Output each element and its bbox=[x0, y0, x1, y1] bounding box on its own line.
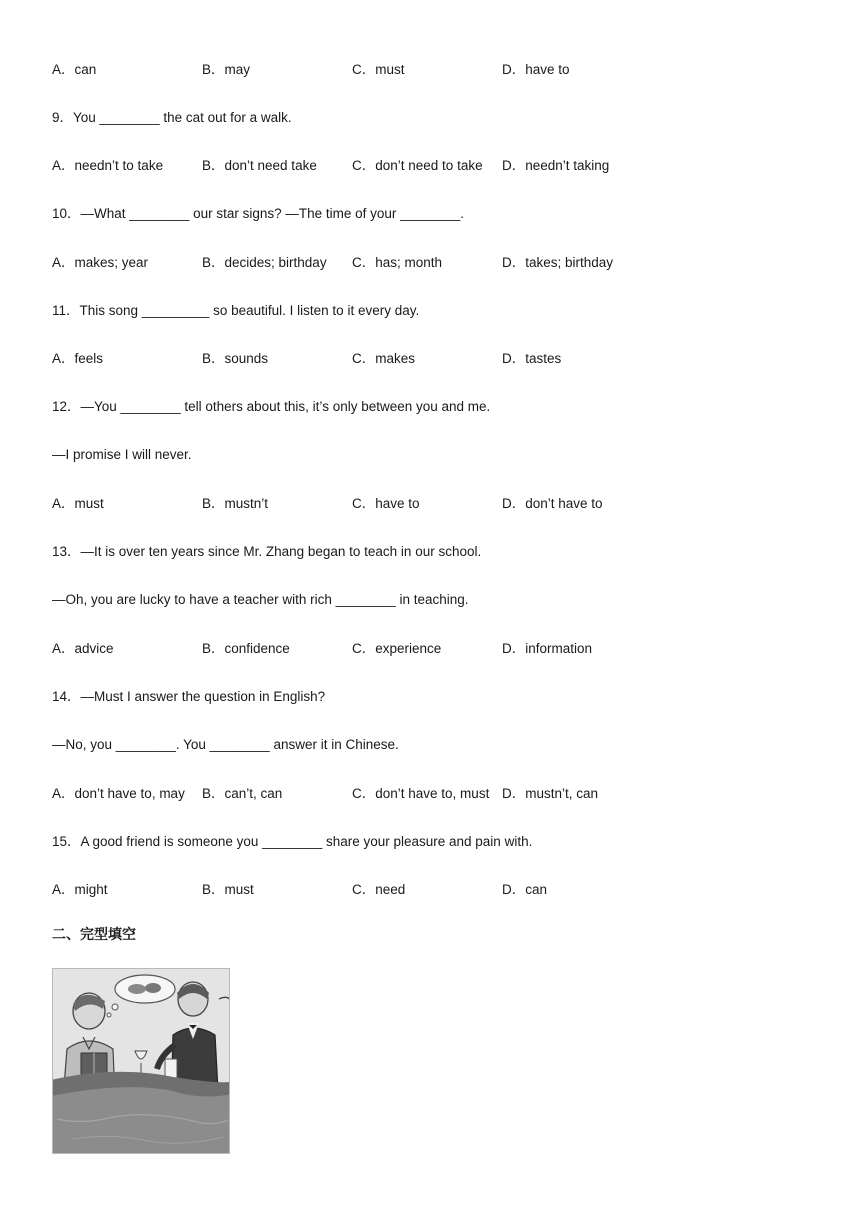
question-13: 13．—It is over ten years since Mr. Zhang began to teach in our school. bbox=[52, 544, 482, 559]
question-11: 11．This song _________ so beautiful. I listen to it every day. bbox=[52, 303, 420, 318]
option-b: B．sounds bbox=[202, 351, 269, 366]
option-b: B．may bbox=[202, 62, 251, 77]
option-d: D．takes; birthday bbox=[502, 255, 614, 270]
option-a: A．feels bbox=[52, 351, 104, 366]
option-a: A．don’t have to, may bbox=[52, 786, 185, 801]
question-14: 14．—Must I answer the question in English? bbox=[52, 689, 326, 704]
options-row-14 bbox=[52, 785, 812, 803]
options-row-10 bbox=[52, 254, 812, 272]
option-d: D．mustn’t, can bbox=[502, 786, 599, 801]
option-b: B．mustn’t bbox=[202, 496, 269, 511]
option-b: B．can’t, can bbox=[202, 786, 283, 801]
option-b: B．don’t need take bbox=[202, 158, 317, 173]
option-d: D．don’t have to bbox=[502, 496, 603, 511]
option-a: A．can bbox=[52, 62, 97, 77]
question-15: 15．A good friend is someone you ________ share your pleasure and pain with. bbox=[52, 834, 533, 849]
option-b: B．confidence bbox=[202, 641, 290, 656]
question-9: 9．You ________ the cat out for a walk. bbox=[52, 110, 292, 125]
restaurant-scene-drawing bbox=[53, 969, 230, 1154]
option-c: C．makes bbox=[352, 351, 416, 366]
option-a: A．must bbox=[52, 496, 104, 511]
question-12: 12．—You ________ tell others about this, it’s only between you and me. bbox=[52, 399, 491, 414]
option-a: A．advice bbox=[52, 641, 114, 656]
option-c: C．must bbox=[352, 62, 405, 77]
option-c: C．don’t need to take bbox=[352, 158, 483, 173]
options-row-12 bbox=[52, 495, 812, 513]
option-c: C．has; month bbox=[352, 255, 443, 270]
option-d: D．have to bbox=[502, 62, 570, 77]
option-a: A．might bbox=[52, 882, 108, 897]
options-row-15 bbox=[52, 881, 812, 899]
options-row-8 bbox=[52, 61, 812, 79]
options-row-13 bbox=[52, 640, 812, 658]
option-c: C．don’t have to, must bbox=[352, 786, 490, 801]
option-b: B．decides; birthday bbox=[202, 255, 327, 270]
option-d: D．tastes bbox=[502, 351, 562, 366]
option-c: C．have to bbox=[352, 496, 420, 511]
option-d: D．needn’t taking bbox=[502, 158, 610, 173]
options-row-11 bbox=[52, 350, 812, 368]
options-row-9 bbox=[52, 157, 812, 175]
option-c: C．experience bbox=[352, 641, 442, 656]
option-a: A．makes; year bbox=[52, 255, 149, 270]
option-d: D．can bbox=[502, 882, 548, 897]
option-d: D．information bbox=[502, 641, 593, 656]
question-10: 10．—What ________ our star signs? —The time of your ________. bbox=[52, 206, 464, 221]
restaurant-illustration bbox=[52, 968, 230, 1154]
reply-13: —Oh, you are lucky to have a teacher with rich ________ in teaching. bbox=[52, 592, 469, 607]
reply-12: —I promise I will never. bbox=[52, 447, 192, 462]
option-c: C．need bbox=[352, 882, 406, 897]
option-a: A．needn’t to take bbox=[52, 158, 164, 173]
section-title: 二、完型填空 bbox=[52, 926, 136, 942]
option-b: B．must bbox=[202, 882, 254, 897]
reply-14: —No, you ________. You ________ answer it in Chinese. bbox=[52, 737, 399, 752]
